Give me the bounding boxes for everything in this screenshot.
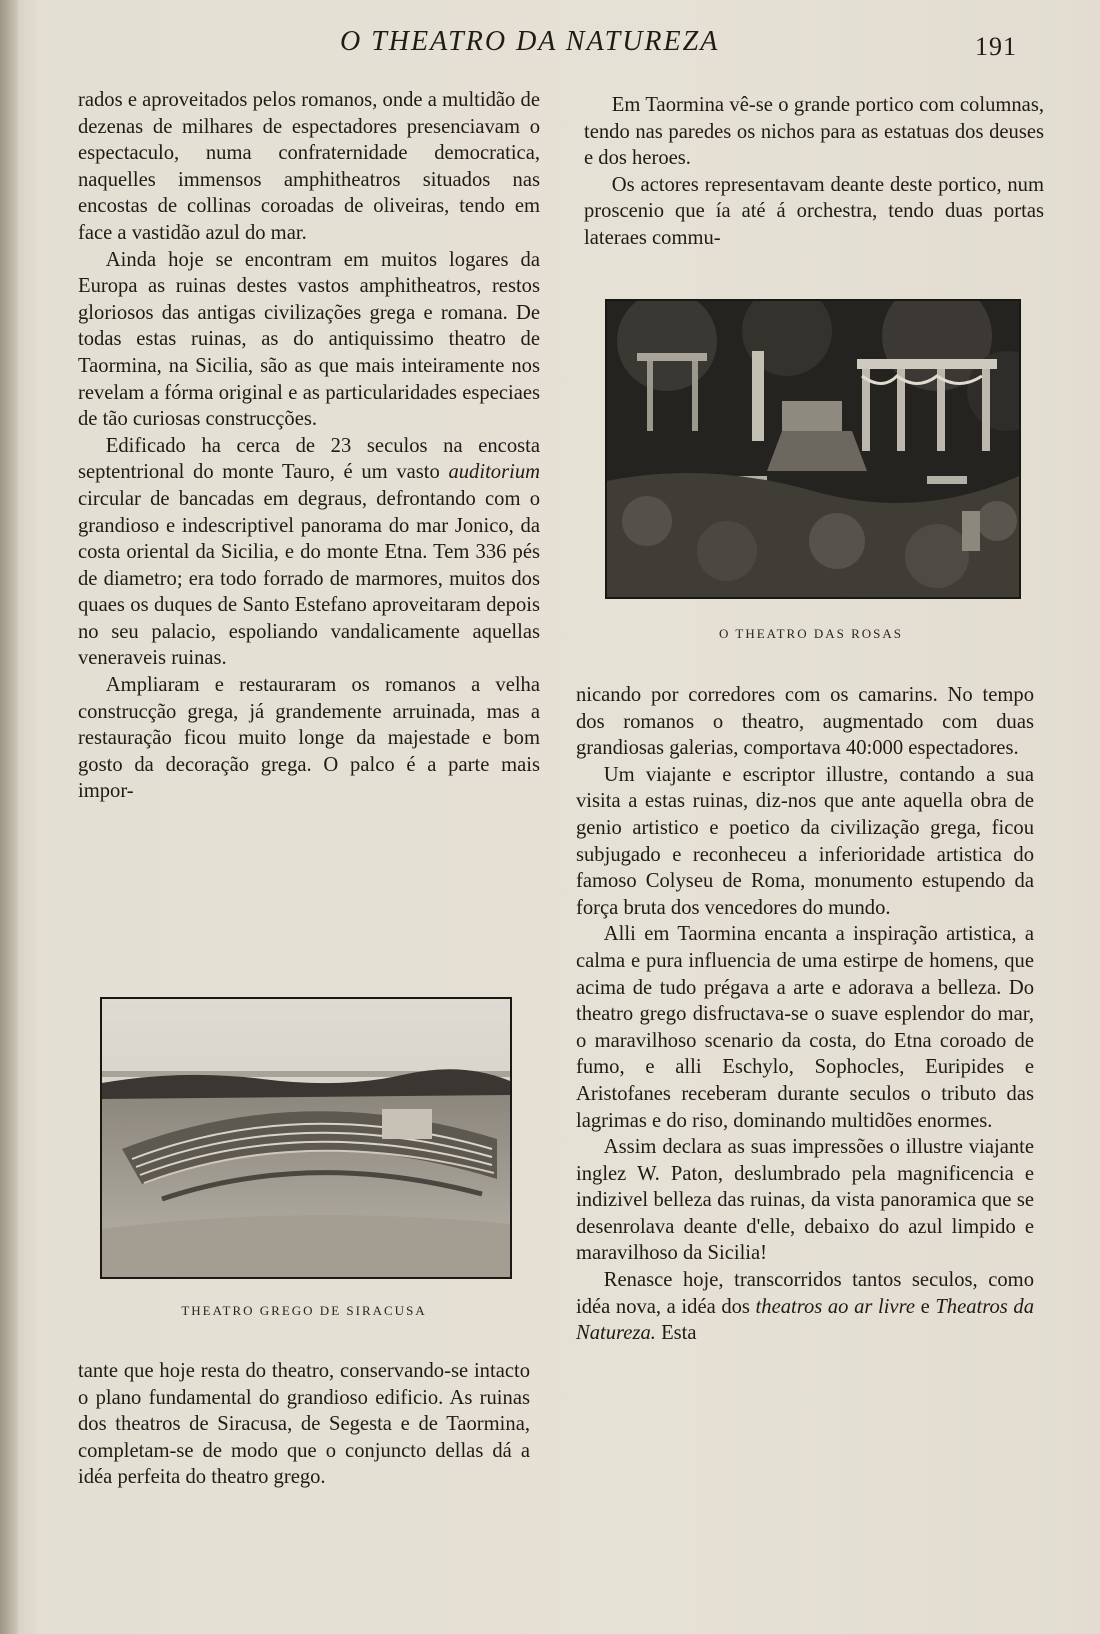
paragraph: Ampliaram e restauraram os romanos a velha construcção grega, já grandemente arruinada, mas a restauração ficou muito longe da majestade e bom gosto da decoração grega. O palco é a parte mais impor-	[78, 674, 540, 803]
running-head	[0, 26, 1100, 66]
paragraph: Os actores representavam deante deste portico, num proscenio que ía até á orchestra, tendo duas portas lateraes commu-	[584, 173, 1044, 249]
italic-term: auditorium	[448, 461, 540, 484]
paragraph-text: Esta	[661, 1322, 697, 1345]
paragraph: nicando por corredores com os camarins. No tempo dos romanos o theatro, augmentado com duas grandiosas galerias, comportava 40:000 espectadores.	[576, 684, 1034, 760]
right-column-text	[584, 92, 1044, 252]
paragraph: Assim declara as suas impressões o illustre viajante inglez W. Paton, deslumbrado pela magnificencia e indizivel belleza das ruinas, da vista panoramica que se desenrolava deante d'elle, debaixo do azul limpido e maravilhoso da Sicilia!	[576, 1136, 1034, 1265]
paragraph-text: Edificado ha cerca de 23 seculos na encosta septentrional do monte Tauro, é um vasto	[78, 434, 540, 484]
paragraph-text: Renasce hoje, transcorridos tantos seculos, como idéa nova, a idéa dos	[576, 1269, 1034, 1318]
paragraph: Alli em Taormina encanta a inspiração artistica, a calma e pura influencia de uma estirpe de homens, que acima de tudo prégava a arte e adorava a belleza. Do theatro grego disfructava-se o suave esplendor do mar, o maravilhoso scenario da costa, do Etna coroado de fumo, e alli Eschylo, Sophocles, Euripides e Aristofanes receberam durante seculos o tributo das lagrimas e do riso, dominando multidões enormes.	[576, 923, 1034, 1132]
rosas-caption: O THEATRO DAS ROSAS	[718, 626, 904, 641]
italic-term: Theatros da Natureza.	[576, 1295, 1034, 1345]
siracusa-caption: THEATRO GREGO DE SIRACUSA	[181, 1303, 427, 1318]
paragraph: tante que hoje resta do theatro, conservando-se intacto o plano fundamental do grandioso edificio. As ruinas dos theatros de Siracusa, de Segesta e de Taormina, completam-se de modo que o conjuncto dellas dá a idéa perfeita do theatro grego.	[78, 1360, 530, 1489]
paragraph: Em Taormina vê-se o grande portico com columnas, tendo nas paredes os nichos para as estatuas dos deuses e dos heroes.	[584, 94, 1044, 170]
left-column-continuation	[78, 1358, 530, 1491]
paragraph-text: e	[920, 1295, 930, 1318]
page-number: 191	[975, 32, 1017, 61]
right-column-continuation	[576, 682, 1034, 1347]
paragraph: Ainda hoje se encontram em muitos logares da Europa as ruinas destes vastos amphitheatros, restos gloriosos das antigas civilizações grega e romana. De todas estas ruinas, as do antiquissimo theatro de Taormina, na Sicilia, são as que mais inteiramente nos revelam a fórma original e as particularidades especiaes de tão curiosas construcções.	[78, 248, 540, 431]
paragraph: Um viajante e escriptor illustre, contando a sua visita a estas ruinas, diz-nos que ante aquella obra de genio artistico e poetico da civilização grega, ficou subjugado e reconheceu a inferioridade artistica do famoso Colyseu de Roma, monumento estupendo da força bruta dos vencedores do mundo.	[576, 763, 1034, 919]
paragraph	[78, 433, 540, 672]
rosas-theatre-photo	[605, 299, 1021, 599]
paragraph: rados e aproveitados pelos romanos, onde a multidão de dezenas de milhares de espectadores presenciavam o espectaculo, numa confraternidade democratica, naquelles immensos amphitheatros situados nas encostas de collinas coroadas de oliveiras, tendo em face a vastidão azul do mar.	[78, 89, 540, 244]
left-column-text	[78, 87, 540, 805]
italic-term: theatros ao ar livre	[755, 1295, 915, 1318]
paragraph-text: circular de bancadas em degraus, defrontando com o grandioso e indescriptivel panorama do mar Jonico, da costa oriental da Sicilia, e do monte Etna. Tem 336 pés de diametro; era todo forrado de marmores, muitos dos quaes os duques de Santo Estefano aproveitaram depois no seu palacio, espoliando vandalicamente aquellas veneraveis ruinas.	[78, 487, 540, 670]
running-title: O THEATRO DA NATUREZA	[340, 26, 720, 57]
siracusa-theatre-photo	[100, 997, 512, 1279]
paragraph	[576, 1267, 1034, 1347]
